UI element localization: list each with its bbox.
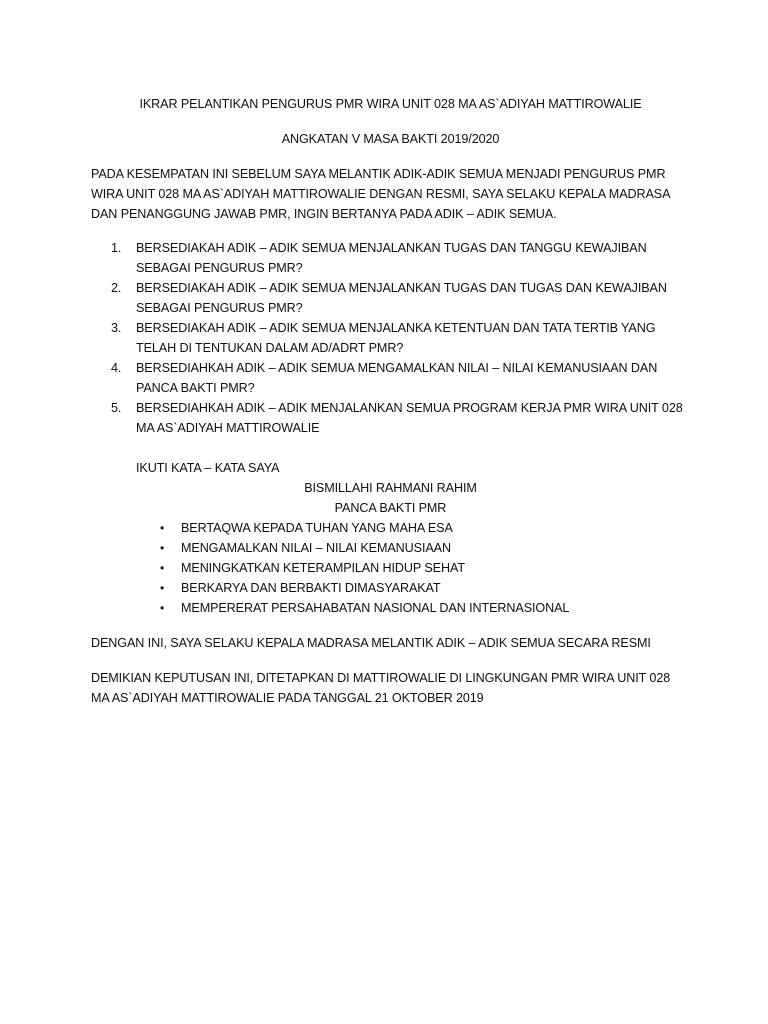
question-number: 1. (111, 241, 122, 255)
question-text: BERSEDIAHKAH ADIK – ADIK SEMUA MENGAMALKAN NILAI – NILAI KEMANUSIAAN DAN PANCA BAKTI PMR? (136, 361, 658, 395)
panca-bakti-text: MENINGKATKAN KETERAMPILAN HIDUP SEHAT (181, 561, 465, 575)
document-title: IKRAR PELANTIKAN PENGURUS PMR WIRA UNIT 028 MA AS`ADIYAH MATTIROWALIE (139, 97, 642, 111)
question-number: 3. (111, 321, 122, 335)
demikian-paragraph: DEMIKIAN KEPUTUSAN INI, DITETAPKAN DI MATTIROWALIE DI LINGKUNGAN PMR WIRA UNIT 028 MA AS`ADIYAH MATTIROWALIE PADA TANGGAL 21 OKTOBER 2019 (91, 671, 671, 705)
panca-bakti-list (91, 518, 690, 618)
question-number: 2. (111, 281, 122, 295)
question-item (91, 278, 690, 318)
question-list (91, 238, 690, 438)
question-text: BERSEDIAKAH ADIK – ADIK SEMUA MENJALANKAN TUGAS DAN TANGGU KEWAJIBAN SEBAGAI PENGURUS PMR? (136, 241, 647, 275)
bullet-icon: • (160, 601, 165, 615)
bullet-icon: • (160, 521, 165, 535)
question-text: BERSEDIAKAH ADIK – ADIK SEMUA MENJALANKAN TUGAS DAN TUGAS DAN KEWAJIBAN SEBAGAI PENGURUS PMR? (136, 281, 667, 315)
question-number: 4. (111, 361, 122, 375)
panca-bakti-text: MEMPERERAT PERSAHABATAN NASIONAL DAN INTERNASIONAL (181, 601, 570, 615)
panca-bakti-item (91, 558, 690, 578)
intro-paragraph: PADA KESEMPATAN INI SEBELUM SAYA MELANTIK ADIK-ADIK SEMUA MENJADI PENGURUS PMR WIRA UNIT 028 MA AS`ADIYAH MATTIROWALIE DENGAN RESMI, SAYA SELAKU KEPALA MADRASA DAN PENANGGUNG JAWAB PMR, INGIN BERTANYA PADA ADIK – ADIK SEMUA. (91, 167, 670, 221)
panca-bakti-item (91, 538, 690, 558)
document-subtitle: ANGKATAN V MASA BAKTI 2019/2020 (281, 132, 500, 146)
ikuti-line: IKUTI KATA – KATA SAYA (136, 461, 280, 475)
question-item (91, 318, 690, 358)
bullet-icon: • (160, 581, 165, 595)
bullet-icon: • (160, 541, 165, 555)
question-item (91, 398, 690, 438)
bismillah-line: BISMILLAHI RAHMANI RAHIM (304, 481, 477, 495)
panca-bakti-item (91, 518, 690, 538)
panca-bakti-title: PANCA BAKTI PMR (334, 501, 447, 515)
question-number: 5. (111, 401, 122, 415)
panca-bakti-text: BERKARYA DAN BERBAKTI DIMASYARAKAT (181, 581, 441, 595)
question-item (91, 238, 690, 278)
panca-bakti-item (91, 598, 690, 618)
panca-bakti-item (91, 578, 690, 598)
question-item (91, 358, 690, 398)
bullet-icon: • (160, 561, 165, 575)
dengan-ini-paragraph: DENGAN INI, SAYA SELAKU KEPALA MADRASA MELANTIK ADIK – ADIK SEMUA SECARA RESMI (91, 636, 651, 650)
question-text: BERSEDIAKAH ADIK – ADIK SEMUA MENJALANKA KETENTUAN DAN TATA TERTIB YANG TELAH DI TENTUKAN DALAM AD/ADRT PMR? (136, 321, 656, 355)
panca-bakti-text: MENGAMALKAN NILAI – NILAI KEMANUSIAAN (181, 541, 451, 555)
question-text: BERSEDIAHKAH ADIK – ADIK MENJALANKAN SEMUA PROGRAM KERJA PMR WIRA UNIT 028 MA AS`ADIYAH MATTIROWALIE (136, 401, 683, 435)
panca-bakti-text: BERTAQWA KEPADA TUHAN YANG MAHA ESA (181, 521, 453, 535)
